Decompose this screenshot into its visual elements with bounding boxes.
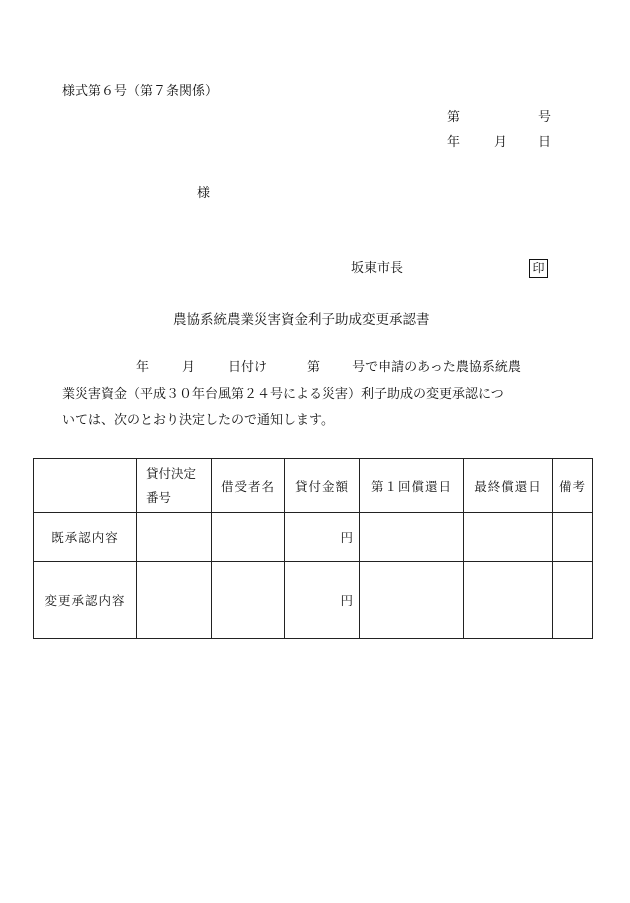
- body-line-3: いては、次のとおり決定したので通知します。: [62, 413, 334, 428]
- issuer-title: 坂東市長: [351, 261, 404, 276]
- loan-decision-number-cell: [137, 513, 212, 562]
- body-line-2: 業災害資金（平成３０年台風第２４号による災害）利子助成の変更承認につ: [62, 387, 504, 402]
- body-month-label: 月: [182, 360, 196, 375]
- final-repayment-cell: [464, 562, 553, 639]
- body-line-1-rest: 号で申請のあった農協系統農: [352, 360, 521, 375]
- row-label: 既承認内容: [34, 513, 137, 562]
- date-year-label: 年: [447, 135, 461, 150]
- addressee-honorific: 様: [197, 186, 211, 201]
- form-number: 様式第６号（第７条関係）: [62, 84, 219, 99]
- header-borrower-name: 借受者名: [212, 459, 285, 513]
- date-month-label: 月: [494, 135, 508, 150]
- seal-mark: 印: [529, 259, 548, 278]
- row-label: 変更承認内容: [34, 562, 137, 639]
- document-title: 農協系統農業災害資金利子助成変更承認書: [173, 312, 430, 328]
- table-row: [34, 562, 593, 639]
- final-repayment-cell: [464, 513, 553, 562]
- header-blank-cell: [34, 459, 137, 513]
- body-line-1: [62, 361, 521, 374]
- body-year-label: 年: [136, 360, 150, 375]
- approval-table: [33, 458, 593, 639]
- document-number-suffix: 号: [538, 110, 552, 125]
- document-number-prefix: 第: [447, 110, 461, 125]
- loan-amount-cell: 円: [285, 562, 360, 639]
- borrower-name-cell: [212, 513, 285, 562]
- first-repayment-cell: [360, 562, 464, 639]
- first-repayment-cell: [360, 513, 464, 562]
- remarks-cell: [553, 562, 593, 639]
- header-loan-decision-number: 貸付決定 番号: [137, 459, 212, 513]
- body-date-label: 日付け: [228, 360, 268, 375]
- table-header-row: [34, 459, 593, 513]
- header-first-repayment-date: 第１回償還日: [360, 459, 464, 513]
- body-number-prefix: 第: [307, 360, 321, 375]
- loan-amount-cell: 円: [285, 513, 360, 562]
- header-final-repayment-date: 最終償還日: [464, 459, 553, 513]
- header-remarks: 備考: [553, 459, 593, 513]
- remarks-cell: [553, 513, 593, 562]
- borrower-name-cell: [212, 562, 285, 639]
- date-day-label: 日: [538, 135, 552, 150]
- loan-decision-number-cell: [137, 562, 212, 639]
- table-row: [34, 513, 593, 562]
- header-loan-amount: 貸付金額: [285, 459, 360, 513]
